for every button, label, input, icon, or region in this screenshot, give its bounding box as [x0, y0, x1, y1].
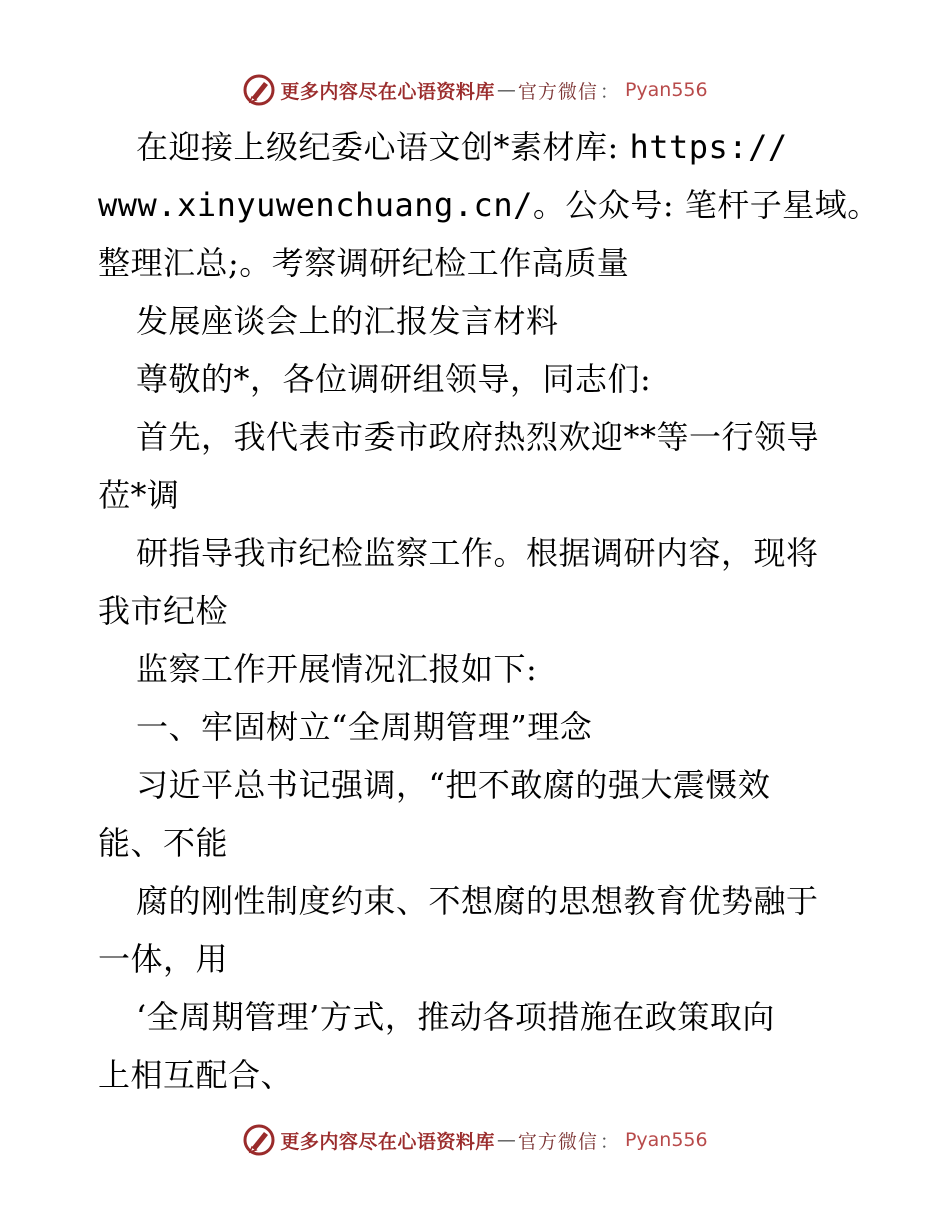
body-line — [98, 176, 880, 234]
body-line: 腐的刚性制度约束、不想腐的思想教育优势融于 — [136, 882, 819, 920]
body-line: 莅*调 — [98, 476, 180, 514]
banner-colon: ： — [599, 1130, 619, 1153]
banner-wechat-label: 官方微信 — [517, 80, 598, 103]
pen-logo-icon — [242, 1123, 276, 1157]
body-url-part: https:// — [629, 128, 788, 166]
banner-wechat-id: Pyan556 — [624, 1129, 708, 1151]
body-text: 。公众号: 笔杆子星域。 — [532, 186, 880, 224]
body-line: ‘全周期管理’方式，推动各项措施在政策取向 — [136, 998, 775, 1036]
section-heading: 一、牢固树立“全周期管理”理念 — [136, 708, 593, 746]
banner-dash: — — [496, 1129, 516, 1151]
body-line: 习近平总书记强调，“把不敢腐的强大震慑效 — [136, 766, 771, 804]
body-line — [98, 118, 858, 176]
body-line: 整理汇总;。考察调研纪检工作高质量 — [98, 244, 630, 282]
body-line: 能、不能 — [98, 824, 229, 862]
banner-colon: ： — [599, 80, 619, 103]
body-line: 一体，用 — [98, 940, 229, 978]
body-line: 研指导我市纪检监察工作。根据调研内容，现将 — [136, 534, 819, 572]
body-line: 尊敬的*，各位调研组领导，同志们: — [136, 360, 652, 398]
banner-wechat-id: Pyan556 — [624, 79, 708, 101]
body-line: 我市纪检 — [98, 592, 229, 630]
banner-wechat-label: 官方微信 — [517, 1130, 598, 1153]
header-banner — [0, 70, 950, 110]
document-body — [98, 118, 880, 1104]
body-text: 在迎接上级纪委心语文创*素材库: — [136, 128, 630, 166]
body-line: 监察工作开展情况汇报如下: — [136, 650, 538, 688]
body-line: 上相互配合、 — [98, 1056, 294, 1094]
banner-dash: — — [496, 79, 516, 101]
pen-logo-icon — [242, 73, 276, 107]
banner-brand-text: 更多内容尽在心语资料库 — [280, 1130, 495, 1153]
body-url-part: www.xinyuwenchuang.cn/ — [98, 186, 533, 224]
footer-banner — [0, 1120, 950, 1160]
body-line: 首先，我代表市委市政府热烈欢迎**等一行领导 — [136, 418, 820, 456]
body-line: 发展座谈会上的汇报发言材料 — [136, 302, 559, 340]
banner-brand-text: 更多内容尽在心语资料库 — [280, 80, 495, 103]
